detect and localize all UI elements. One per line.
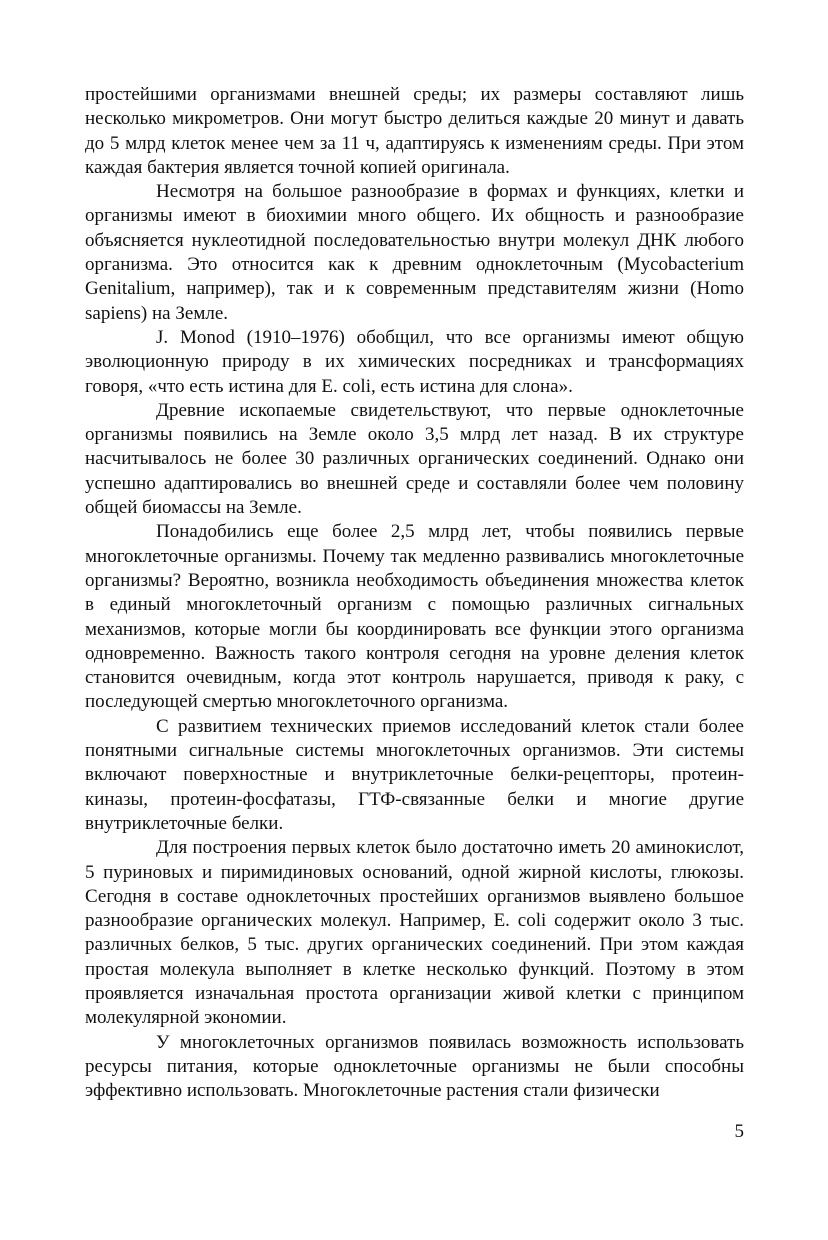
page-body [85, 83, 744, 1103]
page-number: 5 [734, 1121, 744, 1142]
paragraph: Понадобились еще более 2,5 млрд лет, чтобы появились первые многоклеточные организмы. Почему так медленно развивались многоклеточные организмы? Вероятно, возникла необходимость объединения множества клеток в единый многоклеточный организм с помощью различных сигнальных механизмов, которые могли бы координировать все функции этого организма одновременно. Важность такого контроля сегодня на уровне деления клеток становится очевидным, когда этот контроль нарушается, приводя к раку, с последующей смертью многоклеточного организма. [85, 521, 744, 713]
paragraph: J. Monod (1910–1976) обобщил, что все организмы имеют общую эволюционную природу в их химических посредниках и трансформациях говоря, «что есть истина для E. coli, есть истина для слона». [85, 326, 744, 397]
paragraph: С развитием технических приемов исследований клеток стали более понятными сигнальные системы многоклеточных организмов. Эти системы включают поверхностные и внутриклеточные белки-рецепторы, протеин-киназы, протеин-фосфатазы, ГТФ-связанные белки и многие другие внутриклеточные белки. [85, 715, 744, 834]
paragraph: Для построения первых клеток было достаточно иметь 20 аминокислот, 5 пуриновых и пиримидиновых оснований, одной жирной кислоты, глюкозы. Сегодня в составе одноклеточных простейших организмов выявлено большое разнообразие органических молекул. Например, E. coli содержит около 3 тыс. различных белков, 5 тыс. других органических соединений. При этом каждая простая молекула выполняет в клетке несколько функций. Поэтому в этом проявляется изначальная простота организации живой клетки с принципом молекулярной экономии. [85, 837, 744, 1029]
paragraph-continued: простейшими организмами внешней среды; их размеры составляют лишь несколько микрометров. Они могут быстро делиться каждые 20 минут и давать до 5 млрд клеток менее чем за 11 ч, адаптируясь к изменениям среды. При этом каждая бактерия является точной копией оригинала. [85, 84, 744, 178]
paragraph: Несмотря на большое разнообразие в формах и функциях, клетки и организмы имеют в биохимии много общего. Их общность и разнообразие объясняется нуклеотидной последовательностью внутри молекул ДНК любого организма. Это относится как к древним одноклеточным (Mycobacterium Genitalium, например), так и к современным представителям жизни (Homo sapiens) на Земле. [85, 181, 744, 324]
paragraph: У многоклеточных организмов появилась возможность использовать ресурсы питания, которые одноклеточные организмы не были способны эффективно использовать. Многоклеточные растения стали физически [85, 1031, 744, 1102]
paragraph: Древние ископаемые свидетельствуют, что первые одноклеточные организмы появились на Земле около 3,5 млрд лет назад. В их структуре насчитывалось не более 30 различных органических соединений. Однако они успешно адаптировались во внешней среде и составляли более чем половину общей биомассы на Земле. [85, 399, 744, 519]
